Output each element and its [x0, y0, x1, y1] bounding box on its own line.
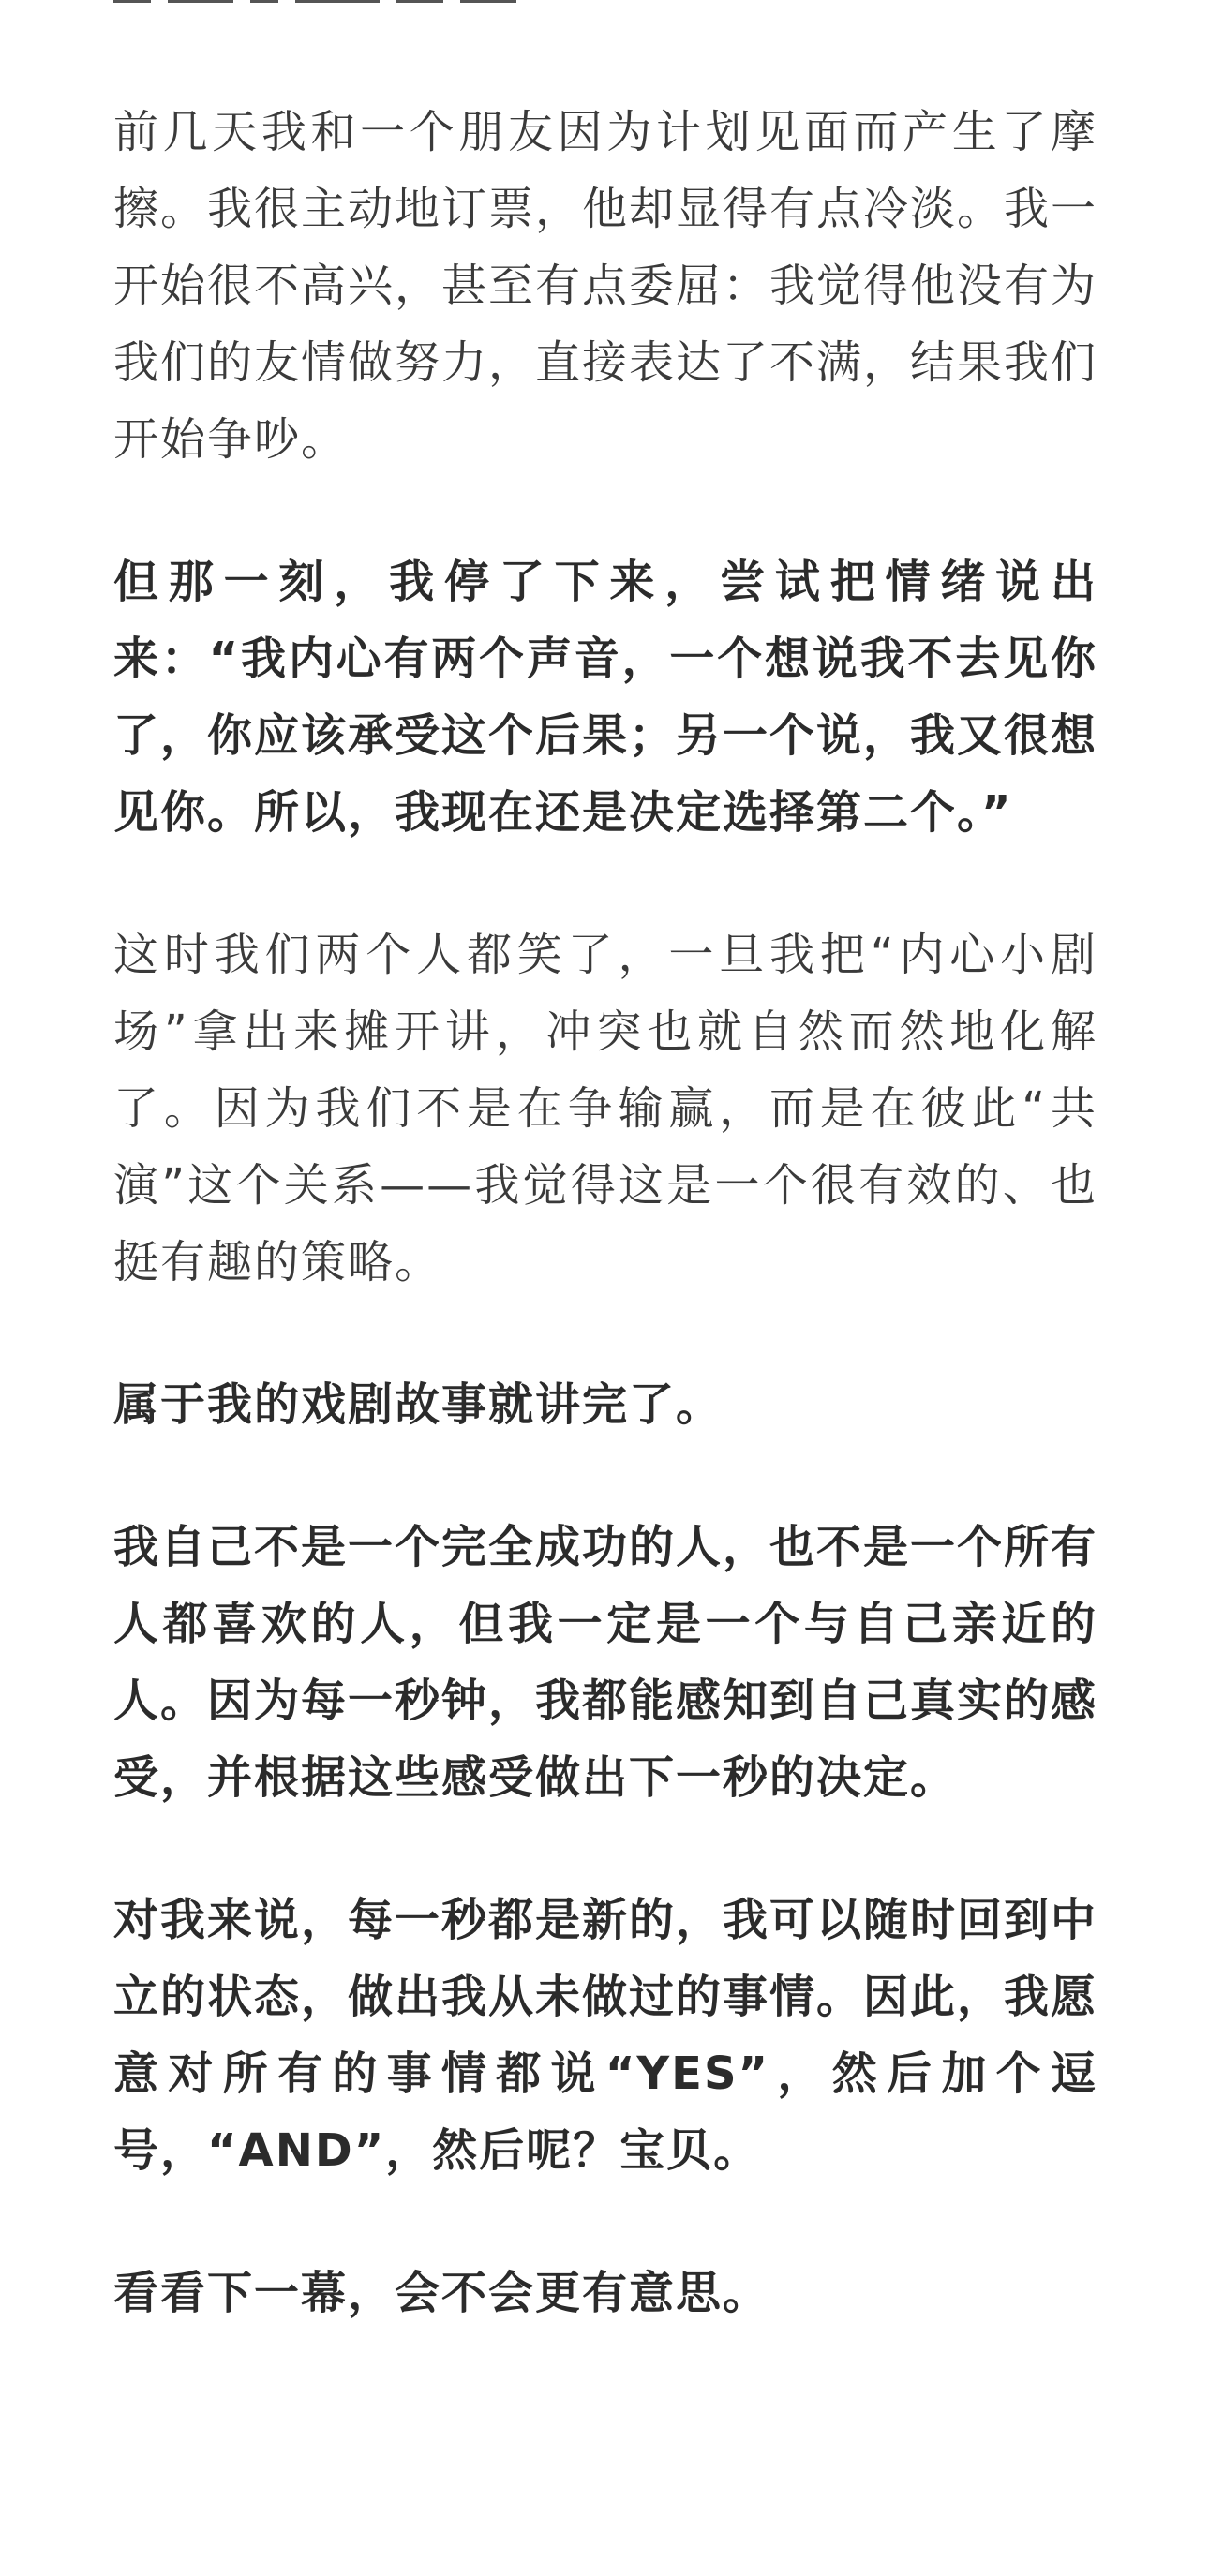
article-body [113, 0, 1097, 2331]
paragraph-5: 我自己不是一个完全成功的人，也不是一个所有人都喜欢的人，但我一定是一个与自己亲近的人。因为每一秒钟，我都能感知到自己真实的感受，并根据这些感受做出下一秒的决定。 [113, 1521, 1098, 1804]
cut-off-text-line [113, 0, 638, 6]
paragraph-6: 对我来说，每一秒都是新的，我可以随时回到中立的状态，做出我从未做过的事情。因此，我愿意对所有的事情都说“YES”，然后加个逗号，“AND”，然后呢？宝贝。 [113, 1894, 1098, 2177]
paragraph-4: 属于我的戏剧故事就讲完了。 [113, 1378, 724, 1431]
paragraph-7: 看看下一幕，会不会更有意思。 [113, 2267, 770, 2319]
paragraph-3: 这时我们两个人都笑了，一旦我把“内心小剧场”拿出来摊开讲，冲突也就自然而然地化解了。因为我们不是在争输赢，而是在彼此“共演”这个关系——我觉得这是一个很有效的、也挺有趣的策略。 [113, 929, 1097, 1288]
paragraph-2: 但那一刻，我停了下来，尝试把情绪说出来：“我内心有两个声音，一个想说我不去见你了，你应该承受这个后果；另一个说，我又很想见你。所以，我现在还是决定选择第二个。” [113, 556, 1098, 839]
paragraph-1: 前几天我和一个朋友因为计划见面而产生了摩擦。我很主动地订票，他却显得有点冷淡。我一开始很不高兴，甚至有点委屈：我觉得他没有为我们的友情做努力，直接表达了不满，结果我们开始争吵。 [113, 106, 1098, 466]
